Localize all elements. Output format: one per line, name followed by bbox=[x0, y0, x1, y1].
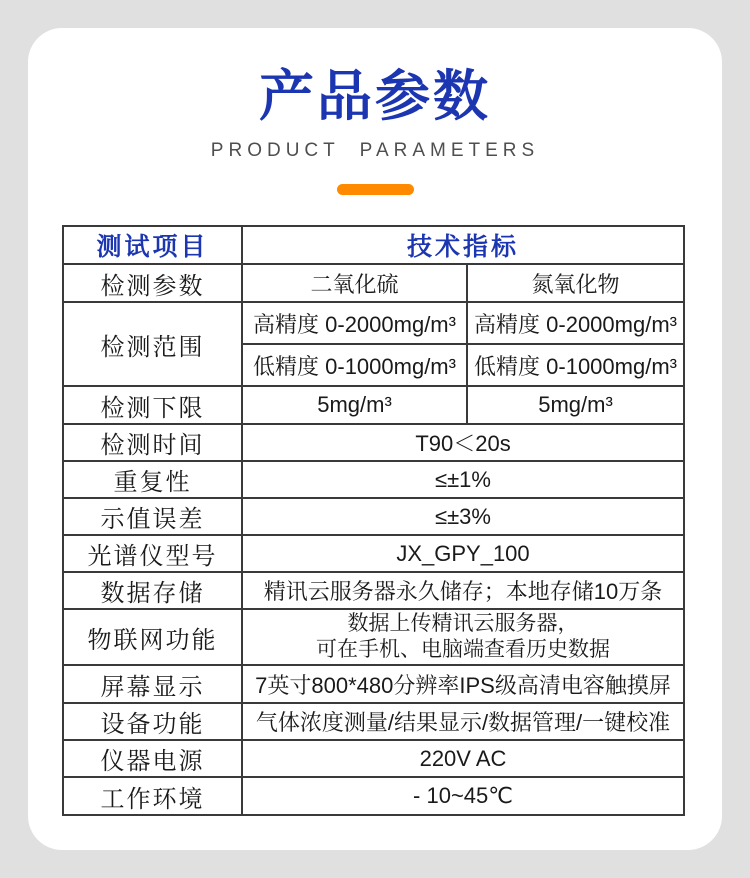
row-indication-error bbox=[63, 498, 684, 535]
header-block bbox=[28, 28, 722, 195]
cell-limit-so2: 5mg/m³ bbox=[242, 386, 467, 424]
cell-time-label: 检测时间 bbox=[63, 424, 242, 461]
cell-storage-label: 数据存储 bbox=[63, 572, 242, 609]
cell-environment-label: 工作环境 bbox=[63, 777, 242, 815]
row-working-environment bbox=[63, 777, 684, 815]
cell-function-value: 气体浓度测量/结果显示/数据管理/一键校准 bbox=[242, 703, 684, 740]
cell-indication-error-label: 示值误差 bbox=[63, 498, 242, 535]
iot-value-line1: 数据上传精讯云服务器， bbox=[347, 612, 579, 635]
cell-indication-error-value: ≤±3% bbox=[242, 498, 684, 535]
page-subtitle: PRODUCT PARAMETERS bbox=[210, 139, 540, 161]
cell-function-label: 设备功能 bbox=[63, 703, 242, 740]
row-detection-parameter bbox=[63, 264, 684, 302]
cell-power-label: 仪器电源 bbox=[63, 740, 242, 777]
cell-iot-label: 物联网功能 bbox=[63, 609, 242, 665]
cell-storage-value: 精讯云服务器永久储存；本地存储10万条 bbox=[242, 572, 684, 609]
row-instrument-power bbox=[63, 740, 684, 777]
row-device-function bbox=[63, 703, 684, 740]
cell-range-nox-low: 低精度 0-1000mg/m³ bbox=[467, 344, 684, 386]
product-parameters-card bbox=[28, 28, 722, 850]
cell-power-value: 220V AC bbox=[242, 740, 684, 777]
cell-range-so2-low: 低精度 0-1000mg/m³ bbox=[242, 344, 467, 386]
row-spectrometer-model bbox=[63, 535, 684, 572]
cell-repeatability-value: ≤±1% bbox=[242, 461, 684, 498]
row-iot-function bbox=[63, 609, 684, 665]
page-title: 产品参数 bbox=[258, 65, 491, 127]
cell-repeatability-label: 重复性 bbox=[63, 461, 242, 498]
cell-param-label: 检测参数 bbox=[63, 264, 242, 302]
cell-param-nox: 氮氧化物 bbox=[467, 264, 684, 302]
cell-time-value: T90＜20s bbox=[242, 424, 684, 461]
cell-range-so2-high: 高精度 0-2000mg/m³ bbox=[242, 302, 467, 344]
cell-range-nox-high: 高精度 0-2000mg/m³ bbox=[467, 302, 684, 344]
iot-value-line2: 可在手机、电脑端查看历史数据 bbox=[316, 638, 610, 661]
row-repeatability bbox=[63, 461, 684, 498]
row-detection-limit bbox=[63, 386, 684, 424]
spec-table bbox=[62, 225, 685, 816]
header-test-item: 测试项目 bbox=[63, 226, 242, 264]
cell-range-label: 检测范围 bbox=[63, 302, 242, 386]
cell-param-so2: 二氧化硫 bbox=[242, 264, 467, 302]
cell-limit-nox: 5mg/m³ bbox=[467, 386, 684, 424]
cell-model-label: 光谱仪型号 bbox=[63, 535, 242, 572]
row-data-storage bbox=[63, 572, 684, 609]
accent-bar bbox=[337, 184, 414, 195]
cell-screen-label: 屏幕显示 bbox=[63, 665, 242, 703]
cell-environment-value: - 10~45℃ bbox=[242, 777, 684, 815]
row-screen-display bbox=[63, 665, 684, 703]
row-detection-range-high bbox=[63, 302, 684, 344]
header-tech-spec: 技术指标 bbox=[242, 226, 684, 264]
table-header-row bbox=[63, 226, 684, 264]
cell-limit-label: 检测下限 bbox=[63, 386, 242, 424]
row-detection-time bbox=[63, 424, 684, 461]
cell-iot-value bbox=[242, 609, 684, 665]
cell-screen-value: 7英寸800*480分辨率IPS级高清电容触摸屏 bbox=[242, 665, 684, 703]
cell-model-value: JX_GPY_100 bbox=[242, 535, 684, 572]
